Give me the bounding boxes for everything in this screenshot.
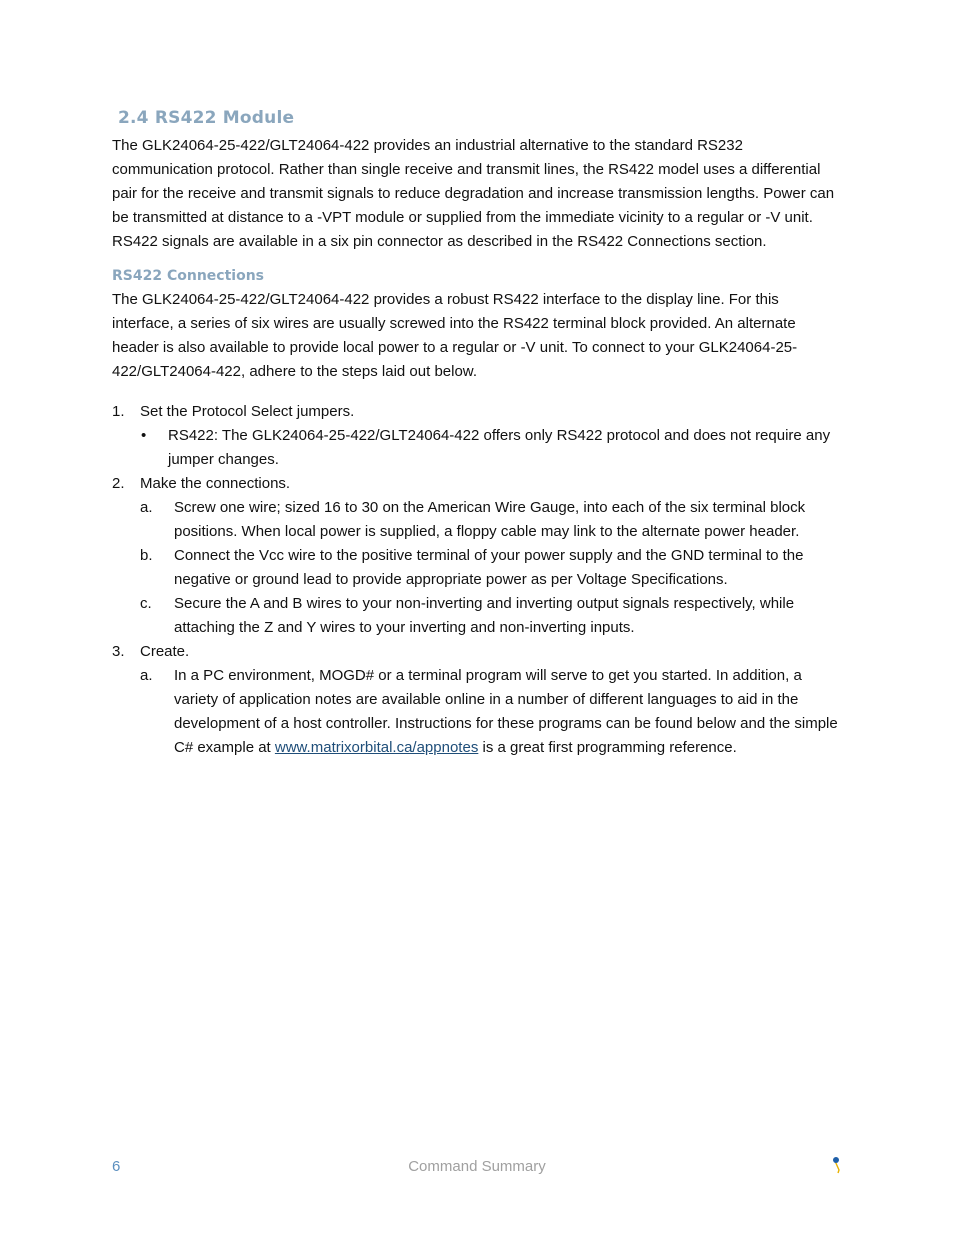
substep-text-after-link: is a great first programming reference. [478,739,737,756]
substep-marker: b. [140,547,153,564]
substep-item [140,592,842,640]
substep-marker: a. [140,667,153,684]
page-number: 6 [112,1158,121,1175]
substep-text: Screw one wire; sized 16 to 30 on the American Wire Gauge, into each of the six terminal block positions. When local power is supplied, a floppy cable may link to the alternate power header. [174,499,806,540]
section-heading: 2.4 RS422 Module [118,108,295,128]
section-intro-paragraph: The GLK24064-25-422/GLT24064-422 provides an industrial alternative to the standard RS232 communication protocol. Rather than single receive and transmit lines, the RS422 model uses a differential pair for the receive and transmit signals to reduce degradation and increase transmission lengths. Power can be transmitted at distance to a -VPT module or supplied from the immediate vicinity to a regular or -V unit. RS422 signals are available in a six pin connector as described in the RS422 Connections section. [112,137,835,250]
substep-text-before-link: In a PC environment, MOGD# or a terminal program will serve to get you started. In addition, a variety of application notes are available online in a number of different languages to aid in the development of a host controller. Instructions for these programs can be found below and the simple C# example at [174,667,838,756]
step-number: 2. [112,475,125,492]
step-3 [112,640,842,760]
substep-item [140,496,842,544]
step-1-bullets [140,424,842,472]
steps-list [112,400,842,760]
step-2-substeps [140,496,842,640]
footer-title: Command Summary [408,1158,546,1175]
step-3-substeps [140,664,842,760]
bullet-icon: • [141,427,147,444]
step-text: Create. [140,643,190,660]
substep-marker: c. [140,595,152,612]
bullet-item [140,424,842,472]
step-text: Make the connections. [140,475,291,492]
step-1 [112,400,842,472]
step-2 [112,472,842,640]
substep-text: Connect the Vcc wire to the positive terminal of your power supply and the GND terminal to the negative or ground lead to provide appropriate power as per Voltage Specifications. [174,547,804,588]
document-page [112,108,842,760]
substep-marker: a. [140,499,153,516]
substep-item [140,664,842,760]
step-text: Set the Protocol Select jumpers. [140,403,355,420]
step-number: 1. [112,403,125,420]
substep-item [140,544,842,592]
bullet-text: RS422: The GLK24064-25-422/GLT24064-422 offers only RS422 protocol and does not require any jumper changes. [168,427,831,468]
page-footer [112,1158,842,1182]
connections-intro-paragraph: The GLK24064-25-422/GLT24064-422 provides a robust RS422 interface to the display line. For this interface, a series of six wires are usually screwed into the RS422 terminal block provided. An alternate header is also available to provide local power to a regular or -V unit. To connect to your GLK24064-25-422/GLT24064-422, adhere to the steps laid out below. [112,291,798,380]
substep-text: Secure the A and B wires to your non-inverting and inverting output signals respectively, while attaching the Z and Y wires to your inverting and non-inverting inputs. [174,595,795,636]
step-number: 3. [112,643,125,660]
matrix-orbital-logo-icon [832,1156,844,1174]
subsection-heading: RS422 Connections [112,268,264,284]
appnotes-link[interactable]: www.matrixorbital.ca/appnotes [274,739,479,756]
